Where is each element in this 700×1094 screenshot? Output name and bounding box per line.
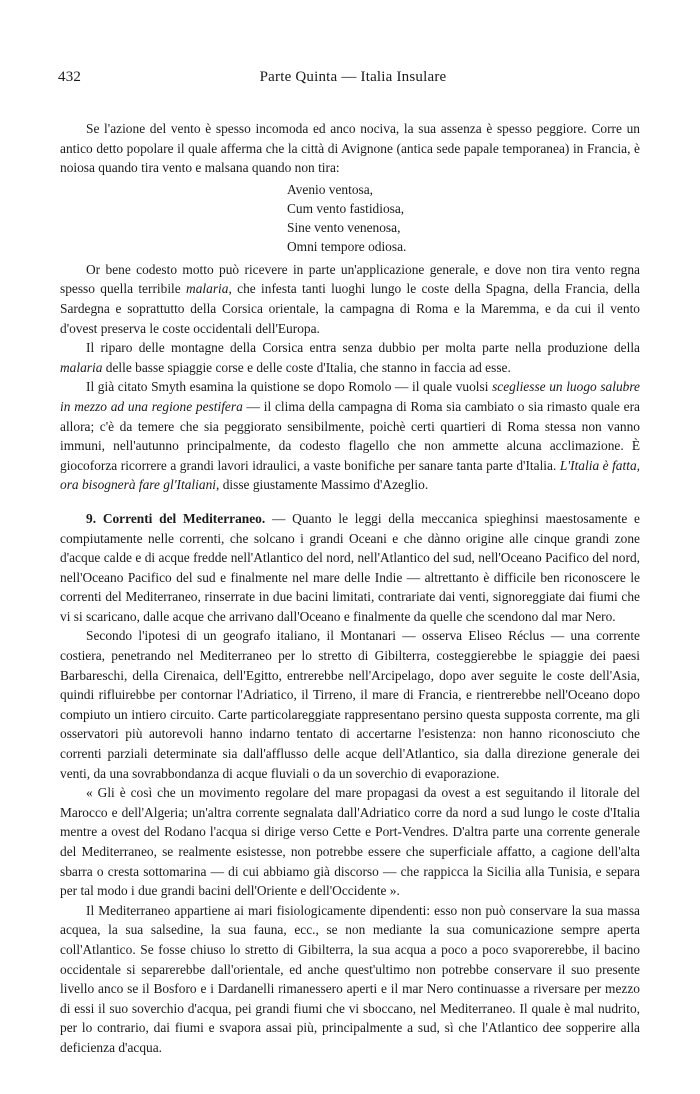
body-text [60,119,640,1058]
italic-quote: L'Italia è fatta, ora bisognerà fare gl'Italiani [60,457,640,493]
text-run: Il già citato Smyth esamina la quistione se dopo Romolo — il quale vuolsi [86,379,493,395]
paragraph-smyth [60,377,640,495]
text-run: — il clima della campagna di Roma sia cambiato o sia rimasto quale era allora; c'è da temere che sia peggiorato sensibilmente, poichè certi quartieri di Roma stessa non vanno immuni, nell'autunno principalmente, da codesto flagello che non ammette alcuna acclimazione. È giocoforza ricorrere a grandi lavori idraulici, a vaste bonifiche per sanare tanta parte d'Italia. [60,398,640,473]
paragraph-malaria [60,260,640,338]
verse-line: Sine vento venenosa, [287,219,401,235]
paragraph-quote: « Gli è così che un movimento regolare del mare propagasi da ovest a est seguitando il litorale del Marocco e dell'Algeria; un'altra corrente segnalata dall'Adriatico corre da nord a sud lungo le coste d'Italia mentre a ovest del Rodano l'acqua si dirige verso Cette e Port-Vendres. D'altra parte una corrente generale del Mediterraneo, se realmente esistesse, non potrebbe essere che superficiale affatto, a cagione dell'alta sbarra o cresta sottomarina — di cui abbiamo già discorso — che rappicca la Sicilia alla Tunisia, e separa per tal modo i due grandi bacini dell'Oriente e dell'Occidente ». [60,785,640,899]
italic-term: malaria [60,359,103,375]
text-run: delle basse spiaggie corse e delle coste d'Italia, che stanno in faccia ad esse. [102,359,511,375]
italic-quote: scegliesse un luogo salubre in mezzo ad una regione pestifera [60,379,640,414]
paragraph-wind-nuisance: Se l'azione del vento è spesso incomoda ed anco nociva, la sua assenza è spesso peggiore. Corre un antico detto popolare il quale afferma che la città di Avignone (antica sede papale temporanea) in Francia, è noiosa quando tira vento e malsana quando non tira: [60,121,640,176]
italic-term: malaria [186,281,229,297]
verse-line: Omni tempore odiosa. [287,238,407,254]
page-number: 432 [58,69,82,85]
running-title: Parte Quinta — Italia Insulare [259,69,447,85]
text-run: — Quanto le leggi della meccanica spieghinsi maestosamente e compiutamente nelle correnti, che solcano i grandi Oceani e che dànno origine alle cinque grandi zone d'acque calde e di acque fredde nell'Atlantico del nord, nell'Atlantico del sud, nell'Oceano Pacifico del nord, nell'Oceano Pacifico del sud e finalmente nel mare delle Indie — altrettanto è difficile ben riconoscere le correnti del Mediterraneo, rinserrate in due bacini limitati, contrariate dai venti, signoreggiate dai fiumi che vi si scaricano, dalle acque che arrivano dall'Oceano e finalmente da quelle che scendono dal mar Nero. [60,510,641,624]
paragraph-montanari: Secondo l'ipotesi di un geografo italiano, il Montanari — osserva Eliseo Réclus — una corrente costiera, penetrando nel Mediterraneo per lo stretto di Gibilterra, costeggierebbe le spiaggie dei paesi Barbareschi, della Cirenaica, dell'Egitto, entrerebbe nell'Arcipelago, dopo aver seguite le coste dell'Asia, quindi rifluirebbe per contornar l'Adriatico, il Tirreno, il mare di Francia, e rientrerebbe nell'Oceano dopo compiuto un intiero circuito. Carte particolareggiate rappresentano persino questa supposta corrente, ma gli osservatori più autorevoli hanno indarno tentato di accertarne l'esistenza: non hanno riconosciuto che correnti parziali determinate sia dall'afflusso delle acque dell'Atlantico, sia dalla direzione generale dei venti, da una sovrabbondanza di acque fluviali o da un soverchio di evaporazione. [60,628,640,781]
text-run: , disse giustamente Massimo d'Azeglio. [216,477,429,493]
section-gap [60,495,640,509]
running-header [58,69,648,91]
paragraph-corsica [60,338,640,377]
verse-line: Avenio ventosa, [287,181,374,197]
text-run: , che infesta tanti luoghi lungo le coste della Spagna, della Francia, della Sardegna e soprattutto della Corsica orientale, la campagna di Roma e la Maremma, e da cui il vento d'ovest preserva le coste occidentali dell'Europa. [60,281,640,336]
latin-verse [287,180,640,256]
paragraph-dependence: Il Mediterraneo appartiene ai mari fisiologicamente dipendenti: esso non può conservare la sua massa acquea, la sua salsedine, la sua fauna, ecc., se non mediante la sua comunicazione sempre aperta coll'Atlantico. Se fosse chiuso lo stretto di Gibilterra, la sua acqua a poco a poco svaporerebbe, il bacino occidentale si separerebbe dall'orientale, ed anche quest'ultimo non potrebbe conservare il suo presente livello anco se il Bosforo e i Dardanelli rimanessero aperti e il mar Nero continuasse a riversare per mezzo di essi il suo soverchio d'acqua, pei grandi fiumi che vi sboccano, nel Mediterraneo. Il quale è mal nudrito, per lo contrario, dai fiumi e svapora assai più, principalmente a sud, sì che l'Atlantico dee sopperire alla deficienza d'acqua. [60,902,640,1055]
section-heading: 9. Correnti del Mediterraneo. [86,510,266,526]
verse-line: Cum vento fastidiosa, [287,200,405,216]
text-run: Il riparo delle montagne della Corsica entra senza dubbio per molta parte nella produzione della [86,340,640,356]
text-run: Or bene codesto motto può ricevere in parte un'applicazione generale, e dove non tira vento regna spesso quella terribile [60,261,640,297]
paragraph-currents [60,509,640,627]
